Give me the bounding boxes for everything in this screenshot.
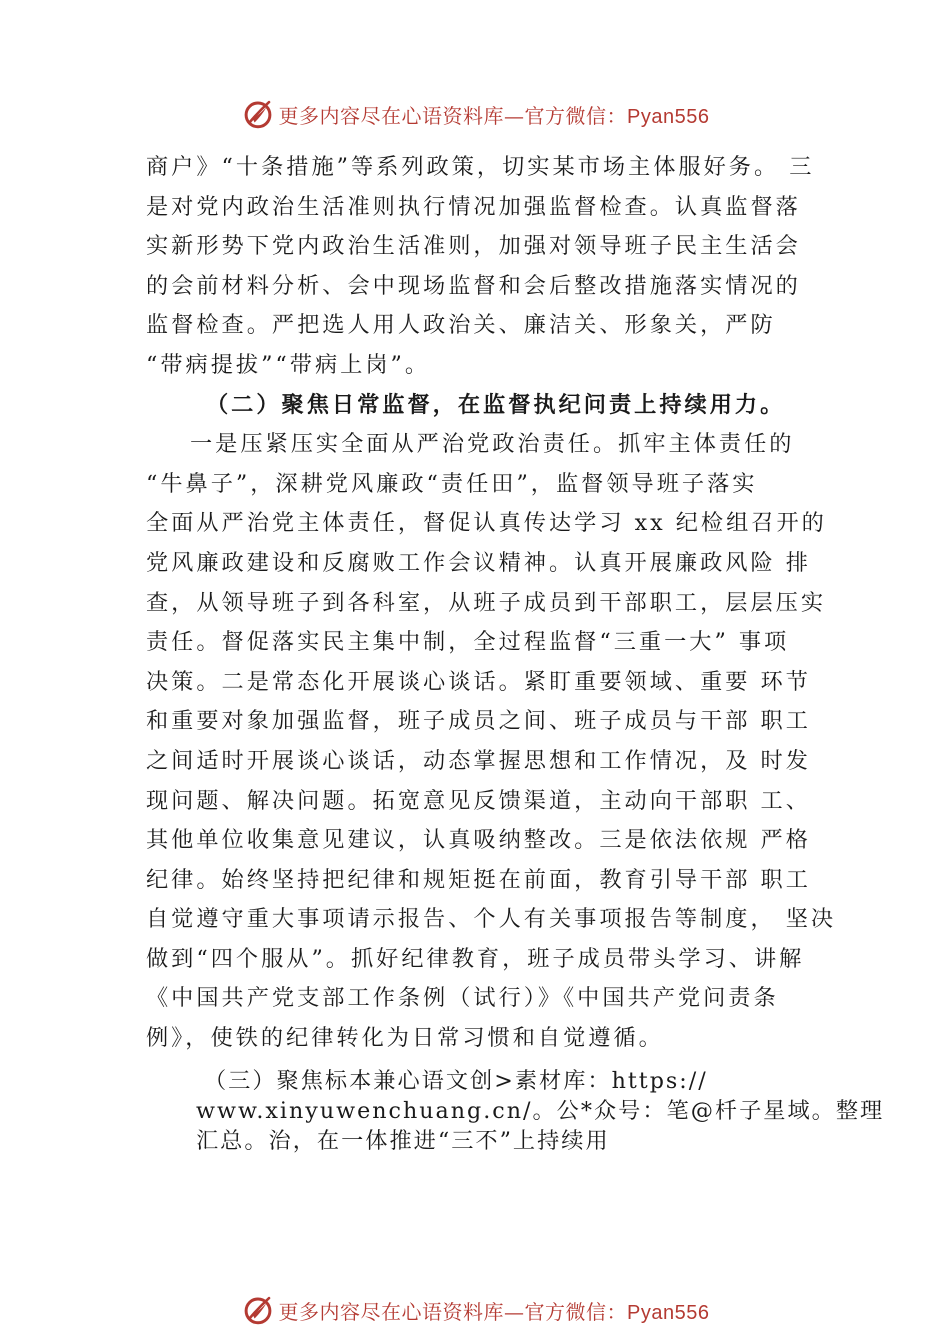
text-line: “牛鼻子”，深耕党风廉政“责任田”，监督领导班子落实	[146, 470, 758, 497]
text-line: 现问题、解决问题。拓宽意见反馈渠道，主动向干部职 工、	[146, 787, 811, 814]
text-line: 之间适时开展谈心谈话，动态掌握思想和工作情况，及 时发	[146, 747, 811, 774]
text-line: 全面从严治党主体责任，督促认真传达学习 xx 纪检组召开的	[146, 510, 827, 537]
watermark-banner-top	[0, 94, 950, 134]
text-line: 和重要对象加强监督，班子成员之间、班子成员与干部 职工	[146, 708, 811, 735]
brush-logo-icon	[241, 97, 275, 131]
text-line: www.xinyuwenchuang.cn/。公*众号：笔@杄子星域。整理	[196, 1098, 885, 1124]
watermark-banner-bottom	[0, 1290, 950, 1330]
text-line: 监督检查。严把选人用人政治关、廉洁关、形象关，严防	[146, 312, 776, 339]
text-line: 的会前材料分析、会中现场监督和会后整改措施落实情况的	[146, 272, 801, 299]
section-heading: （二）聚焦日常监督，在监督执纪问责上持续用力。	[206, 391, 786, 418]
watermark-text: 更多内容尽在心语资料库—官方微信：Pyan556	[278, 1299, 710, 1324]
text-line: 其他单位收集意见建议，认真吸纳整改。三是依法依规 严格	[146, 827, 811, 854]
text-line: 商户》“十条措施”等系列政策，切实某市场主体服好务。 三	[146, 154, 815, 180]
text-line: 责任。督促落实民主集中制，全过程监督“三重一大” 事项	[146, 629, 790, 656]
text-line: 例》，使铁的纪律转化为日常习惯和自觉遵循。	[146, 1025, 664, 1052]
watermark-text: 更多内容尽在心语资料库—官方微信：Pyan556	[278, 103, 710, 128]
text-line: 做到“四个服从”。抓好纪律教育，班子成员带头学习、讲解	[146, 945, 805, 972]
text-line: （三）聚焦标本兼心语文创>素材库：https://	[204, 1068, 708, 1094]
brush-logo-icon	[241, 1293, 275, 1327]
text-line: “带病提拔”“带病上岗”。	[146, 351, 431, 378]
text-line: 实新形势下党内政治生活准则，加强对领导班子民主生活会	[146, 233, 801, 260]
document-body	[146, 148, 836, 1059]
text-line: 党风廉政建设和反腐败工作会议精神。认真开展廉政风险 排	[146, 549, 811, 576]
text-line: 汇总。治，在一体推进“三不”上持续用	[196, 1128, 610, 1154]
text-line: 《中国共产党支部工作条例（试行）》《中国共产党问责条	[146, 985, 779, 1012]
text-line: 自觉遵守重大事项请示报告、个人有关事项报告等制度， 坚决	[146, 906, 837, 933]
text-line: 是对党内政治生活准则执行情况加强监督检查。认真监督落	[146, 193, 801, 220]
text-line: 查，从领导班子到各科室，从班子成员到干部职工，层层压实	[146, 589, 827, 616]
text-line: 一是压紧压实全面从严治党政治责任。抓牢主体责任的	[190, 431, 795, 458]
section-three-block	[196, 1066, 885, 1156]
text-line: 纪律。始终坚持把纪律和规矩挺在前面，教育引导干部 职工	[146, 866, 811, 893]
text-line: 决策。二是常态化开展谈心谈话。紧盯重要领域、重要 环节	[146, 668, 811, 695]
